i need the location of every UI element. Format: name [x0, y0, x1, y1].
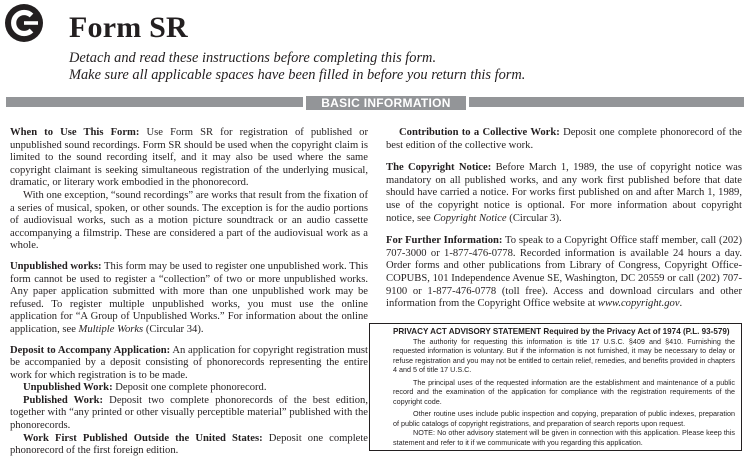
banner-label: BASIC INFORMATION	[303, 96, 469, 110]
section-banner	[6, 96, 744, 110]
copyright-notice-paragraph: The Copyright Notice: Before March 1, 1989, the use of copyright notice was mandatory on all published works, and any work first published before that date should have carried a notice. For works first published on and after March 1, 1989, use of the copyright notice is optional. For more information about copyright notice, see Copyright Notice (Circular 3).	[386, 162, 742, 224]
copyright-office-logo-icon	[4, 3, 44, 43]
privacy-paragraph: Other routine uses include public inspection and copying, preparation of public indexes, preparation of public catalogs of copyright registrations, and preparation of search reports upon request.	[393, 409, 735, 428]
published-work-paragraph: Published Work: Deposit two complete phonorecords of the best edition, together with “any printed or other visually perceptible material” published with the phonorecords.	[10, 394, 368, 432]
privacy-paragraph: The authority for requesting this information is title 17 U.S.C. §409 and §410. Furnishing the requested information is voluntary. But if the information is not furnished, it may be necessary to delay or refuse registration and you may not be entitled to certain relief, remedies, and benefits provided in chapters 4 and 5 of title 17 U.S.C.	[393, 336, 735, 374]
subtitle	[69, 50, 525, 84]
foreign-work-paragraph: Work First Published Outside the United States: Deposit one complete phonorecord of the first foreign edition.	[10, 432, 369, 457]
when-to-use-paragraph: When to Use This Form: Use Form SR for registration of published or unpublished sound recordings. Form SR should be used when the copyright claim is limited to the sound recording itself, and it may also be used where the same copyright claimant is seeking simultaneous registration of the underlying musical, dramatic, or literary work embodied in the phonorecord.	[10, 127, 368, 189]
privacy-act-statement	[369, 323, 742, 451]
deposit-heading: Deposit to Accompany Application:	[10, 344, 171, 356]
left-column	[10, 127, 368, 458]
right-column	[386, 127, 742, 311]
deposit-paragraph: Deposit to Accompany Application: An application for copyright registration must be accompanied by a deposit consisting of phonorecords representing the entire work for which registration is to be made.	[10, 344, 368, 381]
website-link[interactable]: www.copyright.gov	[597, 298, 680, 310]
subtitle-line-1: Detach and read these instructions before completing this form.	[69, 50, 437, 66]
subtitle-line-2: Make sure all applicable spaces have been filled in before you return this form.	[69, 67, 526, 83]
unpublished-work-paragraph: Unpublished Work: Deposit one complete phonorecord.	[23, 382, 267, 394]
exception-paragraph: With one exception, “sound recordings” are works that result from the fixation of a series of musical, spoken, or other sounds. The exception is for the audio portions of audiovisual works, such as a motion picture soundtrack or an audio cassette accompanying a filmstrip. These are considered a part of the audiovisual work as a whole.	[10, 189, 368, 252]
contribution-paragraph: Contribution to a Collective Work: Deposit one complete phonorecord of the best edition of the collective work.	[386, 127, 742, 151]
privacy-paragraph: The principal uses of the requested information are the establishment and maintenance of a public record and the examination of the application for compliance with the registration requirements of the copyright code.	[393, 377, 735, 406]
page-title: Form SR	[69, 11, 188, 44]
further-information-paragraph: For Further Information: To speak to a Copyright Office staff member, call (202) 707-3000 or 1-877-476-0778. Recorded information is available 24 hours a day. Order forms and other publications from Library of Congress, Copyright Office-COPUBS, 101 Independence Avenue SE, Washington, DC 20559 or call (202) 707-9100 or 1-877-476-0778 (toll free). Access and download circulars and other information from the Copyright Office website at www.copyright.gov.	[386, 235, 742, 310]
notice-heading: The Copyright Notice:	[386, 162, 492, 174]
contribution-heading: Contribution to a Collective Work:	[399, 127, 560, 138]
unpublished-works-paragraph: Unpublished works: This form may be used to register one unpublished work. This form cannot be used to register a “collection” of two or more unpublished works. Any paper application submitted with more than one unpublished work may be refused. To register multiple unpublished works, you must use the online application for “A Group of Unpublished Works.” For information about the online application, see Multiple Works (Circular 34).	[10, 260, 368, 335]
unpublished-heading: Unpublished works:	[10, 260, 102, 272]
privacy-note: NOTE: No other advisory statement will be given in connection with this application. Please keep this statement and refer to it if we communicate with you regarding this application.	[393, 428, 735, 447]
privacy-title: PRIVACY ACT ADVISORY STATEMENT Required by the Privacy Act of 1974 (P.L. 93-579)	[393, 327, 730, 336]
when-heading: When to Use This Form:	[10, 127, 140, 138]
further-heading: For Further Information:	[386, 235, 503, 247]
